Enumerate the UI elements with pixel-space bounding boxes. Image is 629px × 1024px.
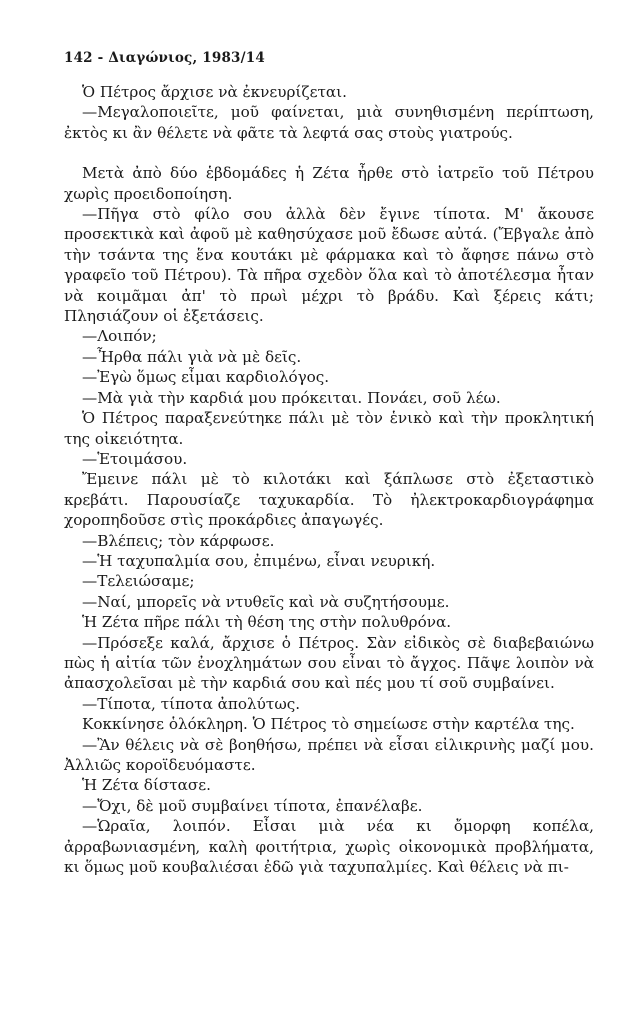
paragraph-10: —Ἑτοιμάσου. <box>82 449 188 468</box>
paragraph-3: Μετὰ ἀπὸ δύο ἑβδομάδες ἡ Ζέτα ἦρθε στὸ ἰατρεῖο τοῦ Πέτρου χωρὶς προειδοποίηση. <box>64 164 594 203</box>
paragraph-18: —Τίποτα, τίποτα ἀπολύτως. <box>82 694 301 713</box>
paragraph-21: Ἡ Ζέτα δίστασε. <box>82 776 211 795</box>
paragraph-23: —Ὡραῖα, λοιπόν. Εἶσαι μιὰ νέα κι ὄμορφη κοπέλα, ἀρραβωνιασμένη, καλὴ φοιτήτρια, χωρὶς οἰκονομικὰ προβλήματα, κι ὅμως μοῦ κουβαλιέσαι ἐδῶ γιὰ ταχυπαλμίες. Καὶ θέλεις νὰ πι- <box>64 817 594 877</box>
page-body <box>64 82 594 877</box>
paragraph-16: Ἡ Ζέτα πῆρε πάλι τὴ θέση της στὴν πολυθρόνα. <box>82 613 452 632</box>
paragraph-13: —Ἡ ταχυπαλμία σου, ἐπιμένω, εἶναι νευρική. <box>82 551 436 570</box>
paragraph-2: —Μεγαλοποιεῖτε, μοῦ φαίνεται, μιὰ συνηθισμένη περίπτωση, ἐκτὸς κι ἂν θέλετε νὰ φᾶτε τὰ λεφτά σας στοὺς γιατρούς. <box>64 103 594 142</box>
paragraph-7: —Ἐγὼ ὅμως εἶμαι καρδιολόγος. <box>82 368 330 387</box>
paragraph-4: —Πῆγα στὸ φίλο σου ἀλλὰ δὲν ἔγινε τίποτα. Μ' ἄκουσε προσεκτικὰ καὶ ἀφοῦ μὲ καθησύχασε μοῦ ἔδωσε αὐτά. (Ἔβγαλε ἀπὸ τὴν τσάντα της ἕνα κουτάκι μὲ φάρμακα καὶ τὸ ἄφησε πάνω στὸ γραφεῖο τοῦ Πέτρου). Τὰ πῆρα σχεδὸν ὅλα καὶ τὸ ἀποτέλεσμα ἦταν νὰ κοιμᾶμαι ἀπ' τὸ πρωὶ μέχρι τὸ βράδυ. Καὶ ξέρεις κάτι; Πλησιάζουν οἱ ἐξετάσεις. <box>64 205 594 326</box>
paragraph-9: Ὁ Πέτρος παραξενεύτηκε πάλι μὲ τὸν ἑνικὸ καὶ τὴν προκλητική της οἰκειότητα. <box>64 409 594 448</box>
paragraph-1: Ὁ Πέτρος ἄρχισε νὰ ἐκνευρίζεται. <box>82 83 347 101</box>
paragraph-15: —Ναί, μπορεῖς νὰ ντυθεῖς καὶ νὰ συζητήσουμε. <box>82 592 450 611</box>
paragraph-12: —Βλέπεις; τὸν κάρφωσε. <box>82 531 275 550</box>
paragraph-22: —Ὄχι, δὲ μοῦ συμβαίνει τίποτα, ἐπανέλαβε. <box>82 796 423 815</box>
paragraph-5: —Λοιπόν; <box>82 327 157 346</box>
paragraph-14: —Τελειώσαμε; <box>82 572 195 591</box>
paragraph-6: —Ἦρθα πάλι γιὰ νὰ μὲ δεῖς. <box>82 347 302 366</box>
paragraph-8: —Μὰ γιὰ τὴν καρδιά μου πρόκειται. Πονάει, σοῦ λέω. <box>82 388 501 407</box>
paragraph-19: Κοκκίνησε ὁλόκληρη. Ὁ Πέτρος τὸ σημείωσε στὴν καρτέλα της. <box>82 715 575 734</box>
paragraph-11: Ἔμεινε πάλι μὲ τὸ κιλοτάκι καὶ ξάπλωσε στὸ ἐξεταστικὸ κρεβάτι. Παρουσίαζε ταχυκαρδία. Τὸ ἠλεκτροκαρδιογράφημα χοροπηδοῦσε στὶς προκάρδιες ἀπαγωγές. <box>64 470 594 530</box>
paragraph-17: —Πρόσεξε καλά, ἄρχισε ὁ Πέτρος. Σὰν εἰδικὸς σὲ διαβεβαιώνω πὼς ἡ αἰτία τῶν ἐνοχλημάτων σου εἶναι τὸ ἄγχος. Πᾶψε λοιπὸν νὰ ἀπασχολεῖσαι μὲ τὴν καρδιά σου καὶ πές μου τί σοῦ συμβαίνει. <box>64 633 594 693</box>
page-header: 142 - Διαγώνιος, 1983/14 <box>64 50 265 66</box>
paragraph-20: —Ἂν θέλεις νὰ σὲ βοηθήσω, πρέπει νὰ εἶσαι εἰλικρινὴς μαζί μου. Ἀλλιῶς κοροϊδευόμαστε. <box>64 735 594 774</box>
